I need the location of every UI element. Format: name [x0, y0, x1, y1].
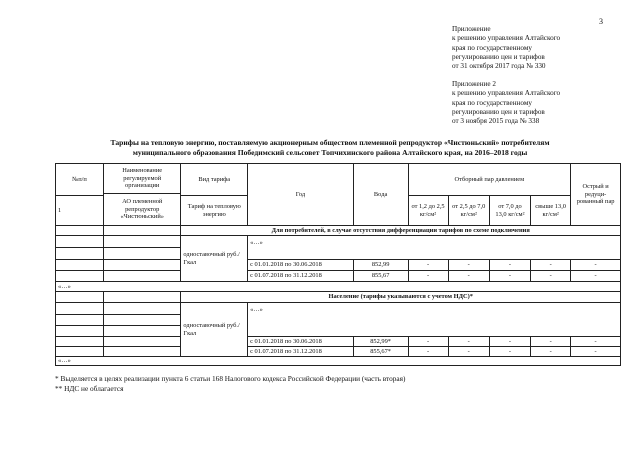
water-value-cell: 852,99*	[353, 337, 408, 347]
value-cell: -	[531, 260, 571, 271]
table-row	[56, 303, 621, 315]
period-cell: с 01.07.2018 по 31.12.2018	[248, 347, 354, 357]
header-pressure-1: от 1,2 до 2,5 кг/см²	[408, 196, 448, 226]
table-row	[56, 260, 621, 271]
value-cell: -	[448, 271, 489, 282]
section-1-ellipsis: «…»	[248, 236, 621, 260]
value-cell: -	[448, 337, 489, 347]
value-cell: -	[408, 260, 448, 271]
footnotes	[55, 374, 405, 394]
appendix-1-line: регулированию цен и тарифов	[452, 52, 545, 61]
value-cell: -	[571, 337, 621, 347]
table-row	[56, 337, 621, 347]
document-title	[40, 138, 620, 158]
table-header-row	[56, 164, 621, 194]
water-value-cell: 852,99	[353, 260, 408, 271]
value-cell: -	[408, 337, 448, 347]
value-cell: -	[408, 271, 448, 282]
value-cell: -	[531, 271, 571, 282]
value-cell: -	[571, 260, 621, 271]
value-cell: -	[489, 347, 530, 357]
ellipsis-row: «…»	[56, 282, 621, 292]
title-line: Тарифы на тепловую энергию, поставляемую акционерным обществом племенной репродуктор «Чистюньский» потребителям	[110, 138, 550, 147]
section-2-rate-label: одноставочный руб./Гкал	[181, 303, 248, 357]
section-1-rate-label: одноставочный руб./Гкал	[181, 236, 248, 282]
appendix-1-block	[452, 25, 560, 71]
header-pressure-2: от 2,5 до 7,0 кг/см²	[448, 196, 489, 226]
header-year: Год	[248, 164, 354, 226]
header-pressure-3: от 7,0 до 13,0 кг/см²	[489, 196, 530, 226]
section-2-heading: Население (тарифы указываются с учетом НДС)*	[181, 292, 621, 303]
appendix-2-line: края по государственному	[452, 98, 532, 107]
value-cell: -	[489, 337, 530, 347]
appendix-2-line: к решению управления Алтайского	[452, 89, 561, 98]
header-num: №п/п	[56, 164, 104, 196]
period-cell: с 01.01.2018 по 30.06.2018	[248, 260, 354, 271]
header-sharp-steam: Острый и редуци-рованный пар	[571, 164, 621, 226]
page-number: 3	[599, 17, 603, 26]
tariff-label-cell: Тариф на тепловую энергию	[181, 196, 248, 226]
appendix-1-line: Приложение	[452, 25, 491, 33]
section-2-ellipsis: «…»	[248, 303, 621, 337]
header-org: Наименование регулируемой организации	[104, 164, 181, 194]
table-row	[56, 357, 621, 366]
value-cell: -	[571, 347, 621, 357]
table-row	[56, 282, 621, 292]
title-line: муниципального образования Победимский сельсовет Топчихинского района Алтайского края, на 2016–2018 годы	[132, 148, 528, 157]
table-row	[56, 347, 621, 357]
header-steam: Отборный пар давлением	[408, 164, 571, 196]
table-row	[56, 236, 621, 248]
ellipsis-row: «…»	[56, 357, 621, 366]
appendix-1-line: края по государственному	[452, 43, 532, 52]
appendix-2-line: Приложение 2	[452, 80, 496, 88]
value-cell: -	[531, 337, 571, 347]
water-value-cell: 855,67*	[353, 347, 408, 357]
row-number-cell: 1	[56, 196, 104, 226]
value-cell: -	[448, 260, 489, 271]
appendix-2-line: регулированию цен и тарифов	[452, 107, 545, 116]
period-cell: с 01.01.2018 по 30.06.2018	[248, 337, 354, 347]
value-cell: -	[531, 347, 571, 357]
value-cell: -	[408, 347, 448, 357]
header-water: Вода	[353, 164, 408, 226]
table-row	[56, 226, 621, 236]
value-cell: -	[571, 271, 621, 282]
footnote-vat-allocation: * Выделяется в целях реализации пункта 6 статьи 168 Налогового кодекса Российской Федерации (часть вторая)	[55, 374, 406, 383]
water-value-cell: 855,67	[353, 271, 408, 282]
header-pressure-4: свыше 13,0 кг/см²	[531, 196, 571, 226]
appendix-1-line: от 31 октября 2017 года № 330	[452, 62, 546, 71]
value-cell: -	[489, 271, 530, 282]
org-name-cell: АО племенной репродуктор «Чистюньский»	[104, 194, 181, 226]
appendix-1-line: к решению управления Алтайского	[452, 34, 561, 43]
period-cell: с 01.07.2018 по 31.12.2018	[248, 271, 354, 282]
appendix-2-block	[452, 80, 560, 126]
value-cell: -	[489, 260, 530, 271]
table-row	[56, 271, 621, 282]
header-tariff-type: Вид тарифа	[181, 164, 248, 196]
section-1-heading: Для потребителей, в случае отсутствия дифференциации тарифов по схеме подключения	[181, 226, 621, 236]
tariff-table	[55, 163, 621, 366]
appendix-2-line: от 3 ноября 2015 года № 338	[452, 117, 540, 126]
footnote-vat-exempt: ** НДС не облагается	[55, 384, 124, 393]
value-cell: -	[448, 347, 489, 357]
table-row	[56, 292, 621, 303]
